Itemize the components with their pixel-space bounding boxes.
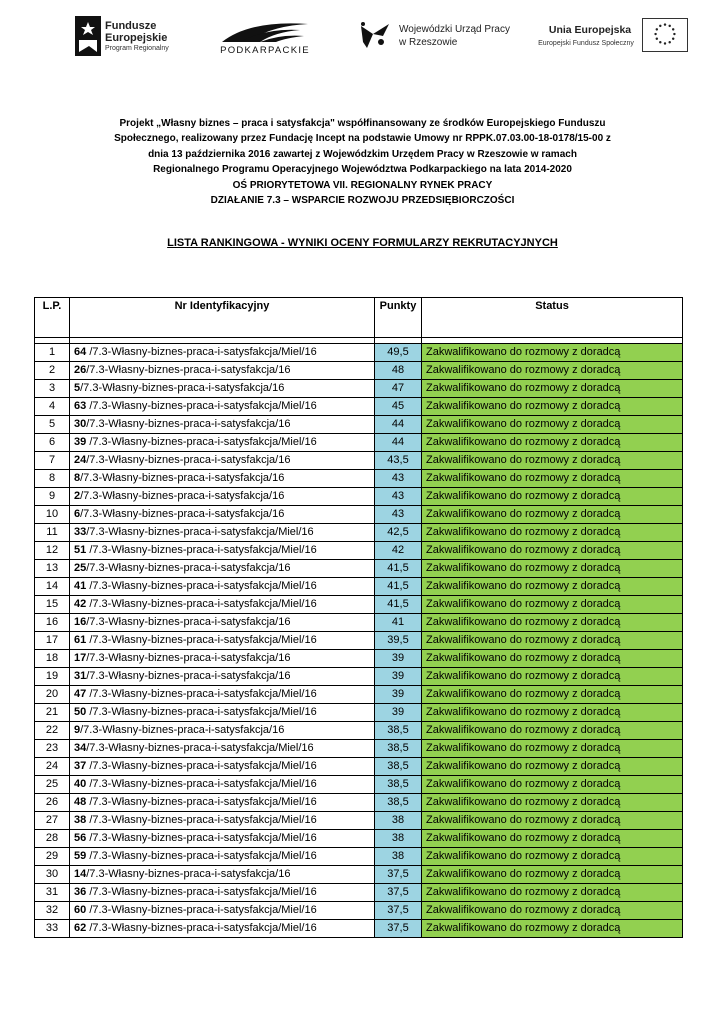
cell-status: Zakwalifikowano do rozmowy z doradcą	[422, 794, 683, 812]
cell-status: Zakwalifikowano do rozmowy z doradcą	[422, 614, 683, 632]
cell-id	[70, 560, 375, 578]
cell-id-number: 61	[74, 634, 87, 646]
cell-points: 38,5	[375, 776, 422, 794]
podkarpackie-mountain-icon	[220, 18, 310, 44]
cell-id-number: 42	[74, 598, 87, 610]
cell-id-code: /7.3-Własny-biznes-praca-i-satysfakcja/Miel/16	[89, 598, 317, 610]
cell-id-number: 31	[74, 670, 87, 682]
cell-id-code: /7.3-Własny-biznes-praca-i-satysfakcja/Miel/16	[89, 544, 317, 556]
cell-status: Zakwalifikowano do rozmowy z doradcą	[422, 542, 683, 560]
table-row	[35, 866, 683, 884]
cell-status: Zakwalifikowano do rozmowy z doradcą	[422, 524, 683, 542]
cell-status: Zakwalifikowano do rozmowy z doradcą	[422, 416, 683, 434]
cell-id-number: 33	[74, 526, 87, 538]
cell-lp: 21	[35, 704, 70, 722]
cell-id	[70, 452, 375, 470]
cell-id-code: /7.3-Własny-biznes-praca-i-satysfakcja/16	[86, 616, 291, 628]
cell-id-number: 30	[74, 418, 87, 430]
table-row	[35, 578, 683, 596]
cell-lp: 3	[35, 380, 70, 398]
cell-id-number: 63	[74, 400, 87, 412]
cell-points: 41,5	[375, 560, 422, 578]
cell-status: Zakwalifikowano do rozmowy z doradcą	[422, 668, 683, 686]
cell-id	[70, 812, 375, 830]
logo-bar	[0, 14, 725, 62]
cell-id-number: 38	[74, 814, 87, 826]
cell-id-code: /7.3-Własny-biznes-praca-i-satysfakcja/Miel/16	[89, 634, 317, 646]
cell-id-number: 16	[74, 616, 87, 628]
fundusze-europejskie-mark-icon	[75, 16, 101, 56]
cell-id	[70, 650, 375, 668]
cell-points: 38,5	[375, 740, 422, 758]
cell-lp: 19	[35, 668, 70, 686]
cell-id-code: /7.3-Własny-biznes-praca-i-satysfakcja/16	[80, 490, 285, 502]
cell-lp: 10	[35, 506, 70, 524]
cell-status: Zakwalifikowano do rozmowy z doradcą	[422, 398, 683, 416]
cell-status: Zakwalifikowano do rozmowy z doradcą	[422, 704, 683, 722]
cell-points: 43	[375, 488, 422, 506]
table-row	[35, 452, 683, 470]
cell-status: Zakwalifikowano do rozmowy z doradcą	[422, 812, 683, 830]
cell-id-number: 59	[74, 850, 87, 862]
cell-points: 39	[375, 668, 422, 686]
cell-points: 43	[375, 470, 422, 488]
cell-id	[70, 848, 375, 866]
table-row	[35, 650, 683, 668]
cell-status: Zakwalifikowano do rozmowy z doradcą	[422, 506, 683, 524]
unia-europejska-logo	[530, 14, 690, 60]
cell-id-number: 5	[74, 382, 81, 394]
table-header-row	[35, 298, 683, 338]
cell-id	[70, 398, 375, 416]
table-row	[35, 722, 683, 740]
cell-id	[70, 596, 375, 614]
cell-lp: 1	[35, 344, 70, 362]
cell-id-code: /7.3-Własny-biznes-praca-i-satysfakcja/Miel/16	[89, 400, 317, 412]
cell-id-code: /7.3-Własny-biznes-praca-i-satysfakcja/16	[86, 868, 291, 880]
cell-lp: 9	[35, 488, 70, 506]
cell-id-code: /7.3-Własny-biznes-praca-i-satysfakcja/Miel/16	[89, 706, 317, 718]
cell-points: 41,5	[375, 578, 422, 596]
cell-lp: 27	[35, 812, 70, 830]
cell-id	[70, 578, 375, 596]
cell-status: Zakwalifikowano do rozmowy z doradcą	[422, 866, 683, 884]
cell-points: 44	[375, 434, 422, 452]
wup-logo-line1: Wojewódzki Urząd Pracy	[399, 24, 510, 35]
table-row	[35, 668, 683, 686]
wup-bird-icon	[357, 20, 393, 52]
cell-lp: 13	[35, 560, 70, 578]
cell-points: 41	[375, 614, 422, 632]
cell-lp: 15	[35, 596, 70, 614]
cell-lp: 14	[35, 578, 70, 596]
cell-id-code: /7.3-Własny-biznes-praca-i-satysfakcja/Miel/16	[89, 832, 317, 844]
table-row	[35, 488, 683, 506]
cell-id-number: 8	[74, 472, 81, 484]
cell-points: 47	[375, 380, 422, 398]
cell-lp: 30	[35, 866, 70, 884]
cell-id-code: /7.3-Własny-biznes-praca-i-satysfakcja/16	[80, 724, 285, 736]
cell-lp: 18	[35, 650, 70, 668]
table-row	[35, 830, 683, 848]
cell-status: Zakwalifikowano do rozmowy z doradcą	[422, 686, 683, 704]
table-row	[35, 362, 683, 380]
cell-lp: 2	[35, 362, 70, 380]
cell-id-number: 36	[74, 886, 87, 898]
podkarpackie-logo	[212, 14, 318, 60]
cell-id-code: /7.3-Własny-biznes-praca-i-satysfakcja/Miel/16	[89, 886, 317, 898]
cell-points: 48	[375, 362, 422, 380]
cell-id	[70, 902, 375, 920]
column-header-nr: Nr Identyfikacyjny	[70, 298, 375, 338]
cell-id-number: 41	[74, 580, 87, 592]
cell-points: 39	[375, 704, 422, 722]
header-line: Społecznego, realizowany przez Fundację Incept na podstawie Umowy nr RPPK.07.03.00-18-0178/15-00 z	[114, 133, 611, 145]
cell-points: 38	[375, 830, 422, 848]
cell-points: 38,5	[375, 758, 422, 776]
cell-id	[70, 920, 375, 938]
cell-id-code: /7.3-Własny-biznes-praca-i-satysfakcja/16	[86, 364, 291, 376]
cell-lp: 29	[35, 848, 70, 866]
cell-id-code: /7.3-Własny-biznes-praca-i-satysfakcja/16	[86, 562, 291, 574]
fe-logo-line1: Fundusze	[105, 20, 157, 32]
cell-id	[70, 668, 375, 686]
cell-lp: 17	[35, 632, 70, 650]
cell-points: 39,5	[375, 632, 422, 650]
cell-status: Zakwalifikowano do rozmowy z doradcą	[422, 740, 683, 758]
cell-status: Zakwalifikowano do rozmowy z doradcą	[422, 758, 683, 776]
cell-status: Zakwalifikowano do rozmowy z doradcą	[422, 470, 683, 488]
cell-points: 39	[375, 650, 422, 668]
cell-points: 38,5	[375, 722, 422, 740]
cell-id	[70, 506, 375, 524]
table-row	[35, 704, 683, 722]
column-header-lp: L.P.	[35, 298, 70, 338]
cell-status: Zakwalifikowano do rozmowy z doradcą	[422, 380, 683, 398]
cell-status: Zakwalifikowano do rozmowy z doradcą	[422, 632, 683, 650]
cell-id-number: 14	[74, 868, 87, 880]
cell-lp: 31	[35, 884, 70, 902]
cell-points: 43,5	[375, 452, 422, 470]
header-line: Regionalnego Programu Operacyjnego Województwa Podkarpackiego na lata 2014-2020	[153, 164, 572, 176]
ranking-table	[34, 297, 683, 938]
cell-status: Zakwalifikowano do rozmowy z doradcą	[422, 722, 683, 740]
column-header-punkty: Punkty	[375, 298, 422, 338]
table-body	[35, 338, 683, 938]
cell-id-code: /7.3-Własny-biznes-praca-i-satysfakcja/Miel/16	[89, 346, 317, 358]
cell-id-code: /7.3-Własny-biznes-praca-i-satysfakcja/16	[86, 670, 291, 682]
table-row	[35, 776, 683, 794]
cell-id-number: 62	[74, 922, 87, 934]
header-line: DZIAŁANIE 7.3 – WSPARCIE ROZWOJU PRZEDSIĘBIORCZOŚCI	[210, 195, 515, 207]
table-row	[35, 344, 683, 362]
cell-id-number: 26	[74, 364, 87, 376]
cell-id	[70, 362, 375, 380]
table-row	[35, 506, 683, 524]
cell-id	[70, 740, 375, 758]
cell-id-number: 34	[74, 742, 87, 754]
table-row	[35, 632, 683, 650]
header-line: Projekt „Własny biznes – praca i satysfakcja" współfinansowany ze środków Europejskiego Funduszu	[119, 118, 606, 129]
cell-status: Zakwalifikowano do rozmowy z doradcą	[422, 650, 683, 668]
cell-lp: 25	[35, 776, 70, 794]
cell-id-number: 51	[74, 544, 87, 556]
cell-id	[70, 830, 375, 848]
table-row	[35, 398, 683, 416]
cell-lp: 24	[35, 758, 70, 776]
cell-id	[70, 470, 375, 488]
cell-id-number: 9	[74, 724, 81, 736]
fe-logo-line3: Program Regionalny	[105, 45, 169, 52]
table-row	[35, 434, 683, 452]
cell-lp: 11	[35, 524, 70, 542]
cell-id	[70, 344, 375, 362]
cell-id-code: /7.3-Własny-biznes-praca-i-satysfakcja/Miel/16	[86, 742, 314, 754]
cell-points: 37,5	[375, 866, 422, 884]
cell-id-code: /7.3-Własny-biznes-praca-i-satysfakcja/16	[86, 454, 291, 466]
cell-lp: 28	[35, 830, 70, 848]
cell-status: Zakwalifikowano do rozmowy z doradcą	[422, 596, 683, 614]
cell-points: 49,5	[375, 344, 422, 362]
cell-id-code: /7.3-Własny-biznes-praca-i-satysfakcja/Miel/16	[89, 688, 317, 700]
cell-lp: 6	[35, 434, 70, 452]
table-row	[35, 902, 683, 920]
cell-id	[70, 794, 375, 812]
cell-id-number: 37	[74, 760, 87, 772]
fe-logo-line2: Europejskie	[105, 32, 168, 44]
cell-id-number: 40	[74, 778, 87, 790]
cell-id-number: 39	[74, 436, 87, 448]
cell-id	[70, 884, 375, 902]
list-title: LISTA RANKINGOWA - WYNIKI OCENY FORMULARZY REKRUTACYJNYCH	[167, 237, 558, 249]
cell-id-code: /7.3-Własny-biznes-praca-i-satysfakcja/Miel/16	[89, 760, 317, 772]
podkarpackie-logo-text: PODKARPACKIE	[220, 45, 310, 56]
cell-id-code: /7.3-Własny-biznes-praca-i-satysfakcja/16	[80, 508, 285, 520]
cell-id	[70, 686, 375, 704]
cell-id-code: /7.3-Własny-biznes-praca-i-satysfakcja/Miel/16	[86, 526, 314, 538]
cell-id	[70, 416, 375, 434]
cell-id-number: 47	[74, 688, 87, 700]
cell-id-number: 60	[74, 904, 87, 916]
cell-points: 37,5	[375, 902, 422, 920]
cell-id-code: /7.3-Własny-biznes-praca-i-satysfakcja/Miel/16	[89, 436, 317, 448]
cell-lp: 32	[35, 902, 70, 920]
cell-id-code: /7.3-Własny-biznes-praca-i-satysfakcja/Miel/16	[89, 580, 317, 592]
eu-flag-icon	[642, 18, 688, 52]
cell-lp: 22	[35, 722, 70, 740]
cell-points: 42	[375, 542, 422, 560]
cell-points: 38,5	[375, 794, 422, 812]
cell-id	[70, 524, 375, 542]
cell-lp: 7	[35, 452, 70, 470]
cell-lp: 8	[35, 470, 70, 488]
cell-id-code: /7.3-Własny-biznes-praca-i-satysfakcja/16	[86, 652, 291, 664]
cell-points: 39	[375, 686, 422, 704]
cell-status: Zakwalifikowano do rozmowy z doradcą	[422, 848, 683, 866]
table-row	[35, 758, 683, 776]
cell-id	[70, 704, 375, 722]
cell-status: Zakwalifikowano do rozmowy z doradcą	[422, 776, 683, 794]
cell-status: Zakwalifikowano do rozmowy z doradcą	[422, 560, 683, 578]
cell-points: 37,5	[375, 884, 422, 902]
cell-status: Zakwalifikowano do rozmowy z doradcą	[422, 830, 683, 848]
cell-id-number: 56	[74, 832, 87, 844]
cell-points: 43	[375, 506, 422, 524]
cell-status: Zakwalifikowano do rozmowy z doradcą	[422, 344, 683, 362]
cell-status: Zakwalifikowano do rozmowy z doradcą	[422, 902, 683, 920]
cell-id	[70, 866, 375, 884]
cell-id-number: 48	[74, 796, 87, 808]
cell-id	[70, 776, 375, 794]
ue-logo-line1: Unia Europejska	[548, 24, 632, 36]
cell-status: Zakwalifikowano do rozmowy z doradcą	[422, 362, 683, 380]
fundusze-europejskie-logo	[75, 14, 195, 60]
cell-id-code: /7.3-Własny-biznes-praca-i-satysfakcja/Miel/16	[89, 904, 317, 916]
wup-logo-line2: w Rzeszowie	[399, 37, 458, 48]
cell-lp: 23	[35, 740, 70, 758]
table-row	[35, 596, 683, 614]
table-row	[35, 416, 683, 434]
wup-rzeszow-logo	[357, 14, 517, 60]
cell-status: Zakwalifikowano do rozmowy z doradcą	[422, 920, 683, 938]
cell-status: Zakwalifikowano do rozmowy z doradcą	[422, 884, 683, 902]
cell-id-code: /7.3-Własny-biznes-praca-i-satysfakcja/16	[80, 382, 285, 394]
cell-id	[70, 488, 375, 506]
cell-id-number: 64	[74, 346, 87, 358]
table-row	[35, 794, 683, 812]
cell-lp: 26	[35, 794, 70, 812]
cell-id-code: /7.3-Własny-biznes-praca-i-satysfakcja/Miel/16	[89, 850, 317, 862]
cell-id-code: /7.3-Własny-biznes-praca-i-satysfakcja/16	[80, 472, 285, 484]
table-row	[35, 884, 683, 902]
cell-lp: 33	[35, 920, 70, 938]
table-row	[35, 812, 683, 830]
cell-id-code: /7.3-Własny-biznes-praca-i-satysfakcja/Miel/16	[89, 814, 317, 826]
cell-lp: 16	[35, 614, 70, 632]
cell-points: 41,5	[375, 596, 422, 614]
cell-id	[70, 380, 375, 398]
table-row	[35, 920, 683, 938]
cell-id-number: 50	[74, 706, 87, 718]
cell-points: 37,5	[375, 920, 422, 938]
cell-id-code: /7.3-Własny-biznes-praca-i-satysfakcja/16	[86, 418, 291, 430]
ue-logo-line2: Europejski Fundusz Społeczny	[538, 40, 634, 47]
cell-id-number: 2	[74, 490, 81, 502]
project-header	[60, 116, 665, 208]
cell-id	[70, 614, 375, 632]
cell-id-number: 6	[74, 508, 81, 520]
table-row	[35, 524, 683, 542]
cell-points: 38	[375, 812, 422, 830]
cell-status: Zakwalifikowano do rozmowy z doradcą	[422, 488, 683, 506]
cell-id-code: /7.3-Własny-biznes-praca-i-satysfakcja/Miel/16	[89, 922, 317, 934]
header-line: dnia 13 października 2016 zawartej z Wojewódzkim Urzędem Pracy w Rzeszowie w ramach	[148, 148, 577, 160]
table-row	[35, 560, 683, 578]
cell-id-number: 17	[74, 652, 87, 664]
table-row	[35, 470, 683, 488]
cell-lp: 20	[35, 686, 70, 704]
cell-points: 45	[375, 398, 422, 416]
table-row	[35, 740, 683, 758]
cell-lp: 4	[35, 398, 70, 416]
table-row	[35, 380, 683, 398]
cell-id	[70, 758, 375, 776]
header-line: OŚ PRIORYTETOWA VII. REGIONALNY RYNEK PRACY	[232, 179, 493, 191]
cell-id-code: /7.3-Własny-biznes-praca-i-satysfakcja/Miel/16	[89, 796, 317, 808]
cell-id-code: /7.3-Własny-biznes-praca-i-satysfakcja/Miel/16	[89, 778, 317, 790]
cell-id	[70, 632, 375, 650]
cell-points: 44	[375, 416, 422, 434]
table-row	[35, 686, 683, 704]
table-row	[35, 614, 683, 632]
cell-status: Zakwalifikowano do rozmowy z doradcą	[422, 452, 683, 470]
table-row	[35, 542, 683, 560]
cell-points: 38	[375, 848, 422, 866]
cell-points: 42,5	[375, 524, 422, 542]
cell-id	[70, 434, 375, 452]
cell-id-number: 24	[74, 454, 87, 466]
cell-status: Zakwalifikowano do rozmowy z doradcą	[422, 578, 683, 596]
cell-status: Zakwalifikowano do rozmowy z doradcą	[422, 434, 683, 452]
cell-lp: 12	[35, 542, 70, 560]
cell-id-number: 25	[74, 562, 87, 574]
table-row	[35, 848, 683, 866]
column-header-status: Status	[422, 298, 683, 338]
cell-id	[70, 542, 375, 560]
cell-lp: 5	[35, 416, 70, 434]
cell-id	[70, 722, 375, 740]
